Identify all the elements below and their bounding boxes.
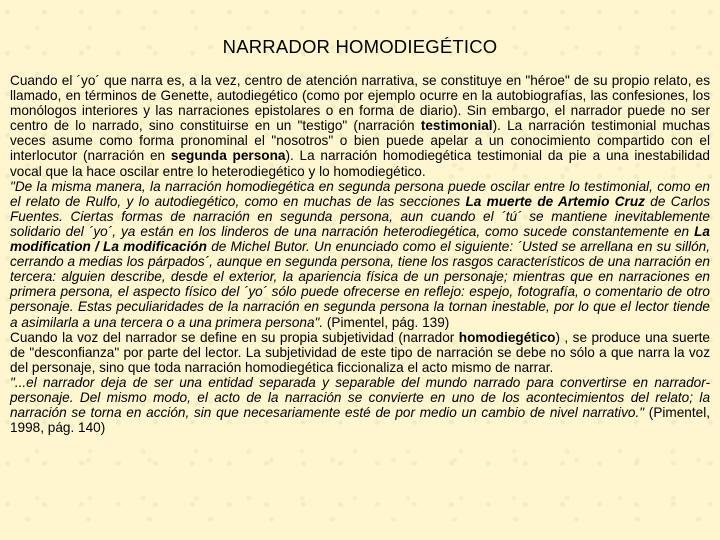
quote-pimentel-140: [10, 375, 710, 435]
quote-text: de Michel Butor. Un enunciado como el siguiente: ´Usted se arrellana en su sillón, cerrando a medias los párpados´, aunque en segunda persona, tiene los rasgos característicos de una narración en tercera: alguien describe, desde el exterior, la apariencia física de un personaje; mientras que en narraciones en primera persona, el aspecto físico del ´yo´ sólo puede ofrecerse en reflejo: espejo, fotografía, o comentario de otro personaje. Estas peculiaridades de la narración en segunda persona la tornan inestable, por lo que el lector tiende a asimilarla a una tercera o a una primera persona".: [10, 239, 710, 330]
text-run: Cuando el ´yo´ que narra es, a la vez, centro de atención narrativa, se constituye en "héroe" de su propio relato, es llamado, en términos de Genette, autodiegético (como por ejemplo ocurre en la autobiografías, las confesiones, los monólogos interiores y las narraciones epistolares o en forma de diario). Sin embargo, el narrador puede no ser centro de lo narrado, sino constituirse en un "testigo" (narración: [10, 73, 710, 134]
quote-text: "...el narrador deja de ser una entidad separada y separable del mundo narrado para convertirse en narrador- personaje. Del mismo modo, el acto de la narración se convierte en uno de los acontecimientos del relato; la narración se torna en acción, sin que necesariamente esté de por medio un cambio de nivel narrativo.": [10, 374, 710, 421]
text-run: ) , se produce una suerte de "desconfianza" por parte del lector. La subjetividad de este tipo de narración se debe no sólo a que narra la voz del personaje, sino que toda narración homodiegética ficcionaliza el acto mismo de narrar.: [10, 329, 710, 375]
citation: (Pimentel, pág. 139): [323, 314, 450, 330]
title-artemio-cruz: La muerte de Artemio Cruz: [465, 193, 645, 209]
citation: (Pimentel, 1998, pág. 140): [10, 405, 710, 436]
page-title: NARRADOR HOMODIEGÉTICO: [222, 36, 498, 57]
body-text: [10, 73, 710, 435]
term-testimonial: testimonial: [420, 118, 493, 134]
paragraph-autodiegetic: [10, 73, 710, 179]
text-run: ). La narración homodiegética testimonial da pie a una inestabilidad vocal que la hace oscilar entre lo heterodiegético y lo homodiegético.: [10, 148, 710, 179]
title-la-modification: La modification / La modificación: [10, 223, 710, 255]
paragraph-homodiegetic: [10, 330, 710, 375]
term-homodiegetico: homodiegético: [458, 329, 556, 345]
text-run: Cuando la voz del narrador se define en su propia subjetividad (narrador: [10, 329, 459, 345]
term-segunda-persona: segunda persona: [170, 148, 286, 164]
quote-text: "De la misma manera, la narración homodiegética en segunda persona puede oscilar entre lo testimonial, como en el relato de Rulfo, y lo autodiegético, como en muchas de las secciones: [10, 178, 710, 209]
text-run: ). La narración testimonial muchas veces asume como forma pronominal el "nosotros" o bien puede apelar a un conocimiento compartido con el interlocutor (narración en: [10, 118, 710, 164]
quote-pimentel-139: [10, 179, 710, 330]
quote-text: de Carlos Fuentes. Ciertas formas de narración en segunda persona, aun cuando el ´tú´ se mantiene inevitablemente solidario del ´yo´, ya están en los linderos de una narración heterodiegética, como sucede constantemente en: [10, 193, 710, 239]
